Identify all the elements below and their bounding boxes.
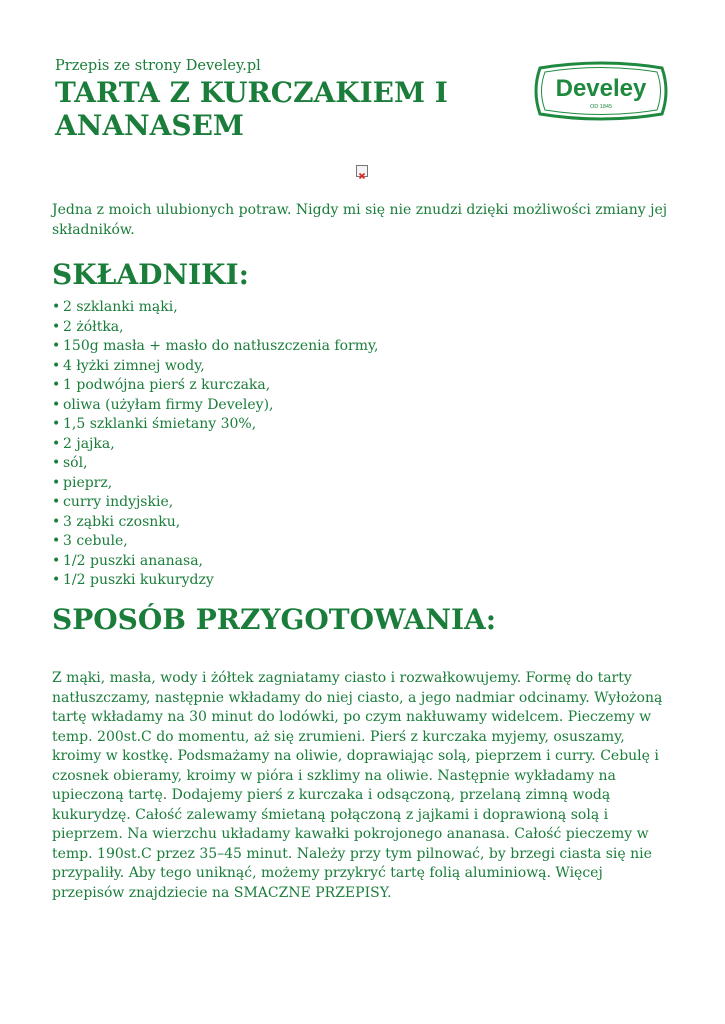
method-heading: SPOSÓB PRZYGOTOWANIA: [52,603,497,636]
svg-text:Develey: Develey [555,75,647,102]
ingredients-heading: SKŁADNIKI: [52,258,249,291]
ingredient-item: • 150g masła + masło do natłuszczenia formy, [52,337,379,357]
ingredient-item: • 1/2 puszki kukurydzy [52,571,379,591]
ingredient-item: • pieprz, [52,474,379,494]
page-title: TARTA Z KURCZAKIEM I ANANASEM [55,76,448,142]
develey-logo [532,60,670,122]
ingredient-item: • 3 ząbki czosnku, [52,513,379,533]
ingredient-item: • 4 łyżki zimnej wody, [52,357,379,377]
ingredient-item: • 1,5 szklanki śmietany 30%, [52,415,379,435]
svg-text:OD 1845: OD 1845 [589,104,613,110]
source-note: Przepis ze strony Develey.pl [55,58,261,74]
broken-image-icon [356,165,368,177]
ingredient-item: • sól, [52,454,379,474]
ingredient-item: • 2 jajka, [52,435,379,455]
intro-text: Jedna z moich ulubionych potraw. Nigdy mi się nie znudzi dzięki możliwości zmiany jej składników. [52,202,668,238]
method-text: Z mąki, masła, wody i żółtek zagniatamy ciasto i rozwałkowujemy. Formę do tarty natłuszczamy, następnie wkładamy do niej ciasto, a jego nadmiar odcinamy. Wyłożoną tartę wkładamy na 30 minut do lodówki, po czym nakłuwamy widelcem. Pieczemy w temp. 200st.C do momentu, aż się zrumieni. Pierś z kurczaka myjemy, osuszamy, kroimy w kostkę. Podsmażamy na oliwie, doprawiając solą, pieprzem i curry. Cebulę i czosnek obieramy, kroimy w pióra i szklimy na oliwie. Następnie wykładamy na upieczoną tartę. Dodajemy pierś z kurczaka i odsączoną, przelaną zimną wodą kukurydzę. Całość zalewamy śmietaną połączoną z jajkami i doprawioną solą i pieprzem. Na wierzchu układamy kawałki pokrojonego ananasa. Całość pieczemy w temp. 190st.C przez 35–45 minut. Należy przy tym pilnować, by brzegi ciasta się nie przypaliły. Aby tego uniknąć, możemy przykryć tartę folią aluminiową. Więcej przepisów znajdziecie na SMACZNE PRZEPISY. [52,670,663,901]
ingredient-item: • 1/2 puszki ananasa, [52,552,379,572]
ingredient-item: • 1 podwójna pierś z kurczaka, [52,376,379,396]
ingredient-item: • oliwa (użyłam firmy Develey), [52,396,379,416]
ingredient-item: • 2 szklanki mąki, [52,298,379,318]
ingredient-item: • 3 cebule, [52,532,379,552]
ingredient-item: • 2 żółtka, [52,318,379,338]
ingredient-item: • curry indyjskie, [52,493,379,513]
ingredients-list [52,298,379,591]
